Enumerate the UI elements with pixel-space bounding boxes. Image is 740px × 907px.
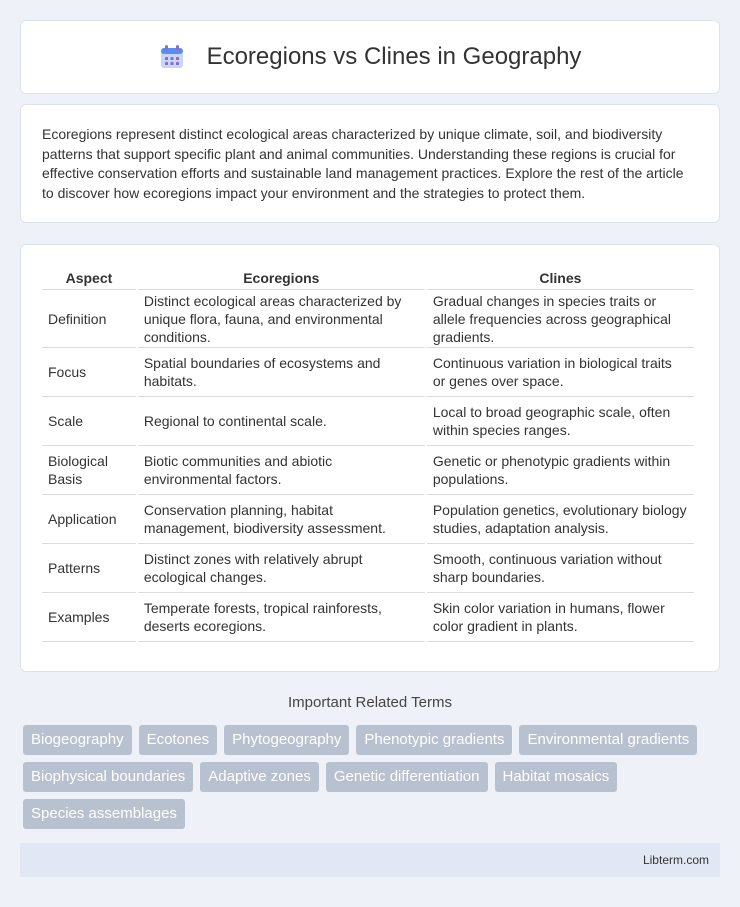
header-clines: Clines (427, 264, 694, 290)
tag-genetic-differentiation[interactable]: Genetic differentiation (326, 762, 488, 792)
cell-aspect: Application (42, 495, 136, 544)
cell-ecoregions: Distinct ecological areas characterized by unique flora, fauna, and environmental conditions. (138, 290, 425, 348)
table-row (42, 593, 694, 642)
tag-phytogeography[interactable]: Phytogeography (224, 725, 349, 755)
page-title: Ecoregions vs Clines in Geography (206, 43, 582, 70)
cell-aspect: Biological Basis (42, 446, 136, 495)
tag-ecotones[interactable]: Ecotones (139, 725, 218, 755)
table-row (42, 446, 694, 495)
tag-environmental-gradients[interactable]: Environmental gradients (519, 725, 697, 755)
table-row (42, 495, 694, 544)
table-row (42, 544, 694, 593)
cell-aspect: Definition (42, 290, 136, 348)
footer-link[interactable]: Libterm.com (642, 853, 709, 867)
related-terms-title: Important Related Terms (288, 694, 452, 711)
cell-ecoregions: Regional to continental scale. (138, 397, 425, 446)
header-ecoregions: Ecoregions (138, 264, 425, 290)
cell-ecoregions: Distinct zones with relatively abrupt ecological changes. (138, 544, 425, 593)
header-aspect: Aspect (42, 264, 136, 290)
cell-ecoregions: Biotic communities and abiotic environmental factors. (138, 446, 425, 495)
tag-biogeography[interactable]: Biogeography (23, 725, 132, 755)
cell-aspect: Scale (42, 397, 136, 446)
table-header-row (42, 264, 694, 290)
cell-aspect: Patterns (42, 544, 136, 593)
title-wrap (159, 43, 582, 71)
cell-ecoregions: Spatial boundaries of ecosystems and habitats. (138, 348, 425, 397)
table-row (42, 397, 694, 446)
cell-ecoregions: Conservation planning, habitat management, biodiversity assessment. (138, 495, 425, 544)
cell-aspect: Focus (42, 348, 136, 397)
calendar-icon (159, 44, 185, 70)
footer (20, 843, 720, 877)
header-card (20, 20, 720, 94)
cell-clines: Genetic or phenotypic gradients within populations. (427, 446, 694, 495)
tag-species-assemblages[interactable]: Species assemblages (23, 799, 185, 829)
table-row (42, 290, 694, 348)
cell-aspect: Examples (42, 593, 136, 642)
cell-clines: Continuous variation in biological traits or genes over space. (427, 348, 694, 397)
related-terms-tags (23, 725, 723, 829)
tag-adaptive-zones[interactable]: Adaptive zones (200, 762, 319, 792)
comparison-table-card (20, 244, 720, 672)
cell-clines: Local to broad geographic scale, often within species ranges. (427, 397, 694, 446)
cell-ecoregions: Temperate forests, tropical rainforests, deserts ecoregions. (138, 593, 425, 642)
cell-clines: Population genetics, evolutionary biology studies, adaptation analysis. (427, 495, 694, 544)
tag-phenotypic-gradients[interactable]: Phenotypic gradients (356, 725, 512, 755)
cell-clines: Smooth, continuous variation without sharp boundaries. (427, 544, 694, 593)
cell-clines: Gradual changes in species traits or allele frequencies across geographical gradients. (427, 290, 694, 348)
tag-habitat-mosaics[interactable]: Habitat mosaics (495, 762, 618, 792)
intro-card (20, 104, 720, 223)
tag-biophysical-boundaries[interactable]: Biophysical boundaries (23, 762, 193, 792)
intro-text: Ecoregions represent distinct ecological areas characterized by unique climate, soil, and biodiversity patterns that support specific plant and animal communities. Understanding these regions is crucial for effective conservation efforts and sustainable land management practices. Explore the rest of the article to discover how ecoregions impact your environment and the strategies to protect them. (42, 126, 684, 201)
table-row (42, 348, 694, 397)
comparison-table (40, 264, 696, 642)
cell-clines: Skin color variation in humans, flower color gradient in plants. (427, 593, 694, 642)
